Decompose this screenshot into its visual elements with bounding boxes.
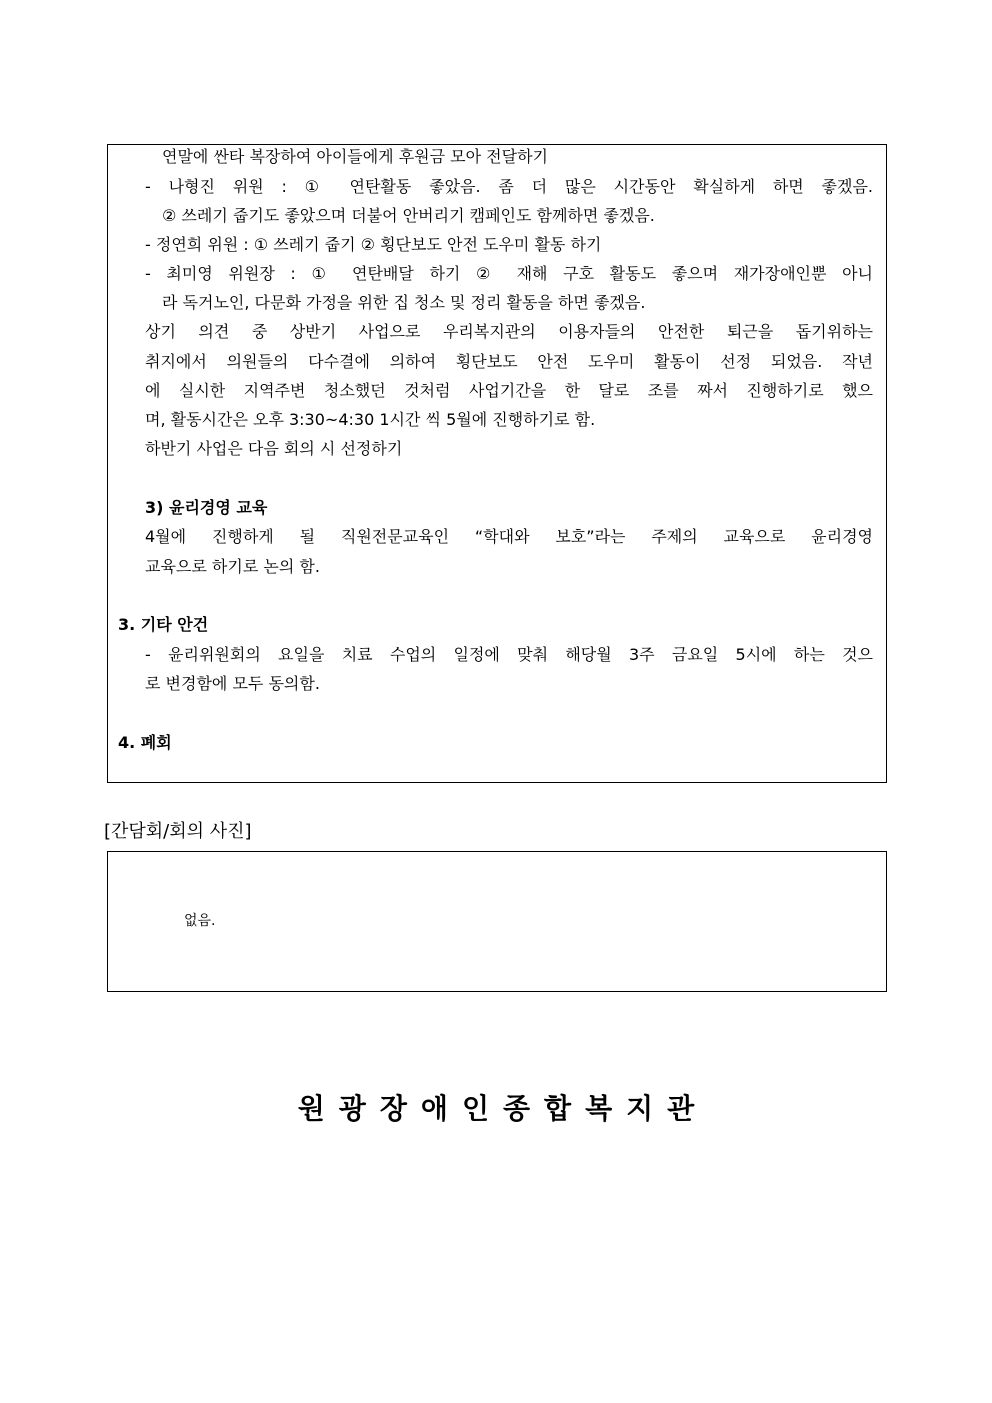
minutes-line: - 정연희 위원 : ① 쓰레기 줍기 ② 횡단보도 안전 도우미 활동 하기 — [145, 235, 602, 254]
minutes-line: 라 독거노인, 다문화 가정을 위한 집 청소 및 정리 활동을 하면 좋겠음. — [162, 293, 646, 312]
other-agenda-line: 로 변경함에 모두 동의함. — [145, 674, 320, 693]
ethics-education-line: 4월에 진행하게 될 직원전문교육인 “학대와 보호”라는 주제의 교육으로 윤리경영 — [145, 527, 873, 546]
other-agenda-heading: 3. 기타 안건 — [118, 615, 209, 634]
photo-section-label: [간담회/회의 사진] — [104, 821, 252, 842]
minutes-line: 연말에 싼타 복장하여 아이들에게 후원금 모아 전달하기 — [162, 147, 549, 166]
minutes-line: 취지에서 의원들의 다수결에 의하여 횡단보도 안전 도우미 활동이 선정 되었음. 작년 — [145, 352, 873, 371]
closing-heading: 4. 폐회 — [118, 733, 172, 752]
minutes-line: 하반기 사업은 다음 회의 시 선정하기 — [145, 439, 403, 458]
minutes-line: 며, 활동시간은 오후 3:30~4:30 1시간 씩 5월에 진행하기로 함. — [145, 410, 596, 429]
minutes-line: ② 쓰레기 줍기도 좋았으며 더불어 안버리기 캠페인도 함께하면 좋겠음. — [162, 206, 655, 225]
ethics-education-line: 교육으로 하기로 논의 함. — [145, 557, 320, 576]
minutes-line: 상기 의견 중 상반기 사업으로 우리복지관의 이용자들의 안전한 퇴근을 돕기위하는 — [145, 322, 873, 341]
minutes-line: - 나형진 위원 : ① 연탄활동 좋았음. 좀 더 많은 시간동안 확실하게 하면 좋겠음. — [145, 177, 873, 196]
organization-name: 원광장애인종합복지관 — [297, 1092, 709, 1125]
minutes-line: - 최미영 위원장 : ① 연탄배달 하기 ② 재해 구호 활동도 좋으며 재가장애인뿐 아니 — [145, 264, 873, 283]
ethics-education-heading: 3) 윤리경영 교육 — [145, 498, 268, 517]
photo-box — [107, 851, 887, 992]
photo-empty-text: 없음. — [184, 913, 216, 929]
other-agenda-line: - 윤리위원회의 요일을 치료 수업의 일정에 맞춰 해당월 3주 금요일 5시에 하는 것으 — [145, 645, 873, 664]
minutes-line: 에 실시한 지역주변 청소했던 것처럼 사업기간을 한 달로 조를 짜서 진행하기로 했으 — [145, 381, 873, 400]
